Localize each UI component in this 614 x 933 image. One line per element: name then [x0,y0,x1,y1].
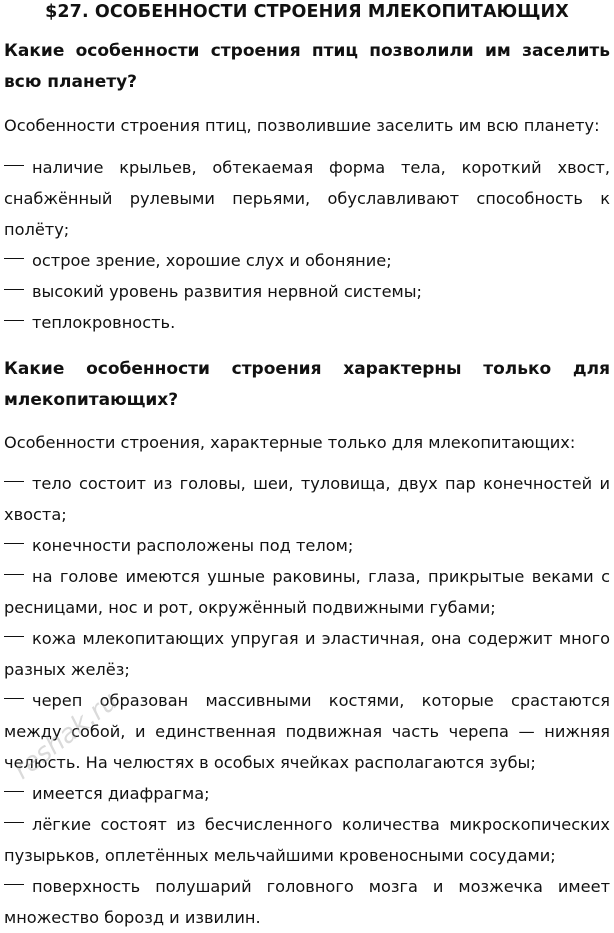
dash-icon [4,481,24,482]
dash-icon [4,698,24,699]
answer-1-list [4,152,610,338]
list-item: поверхность полушарий головного мозга и мозжечка имеет множество борозд и извилин. [4,877,610,927]
dash-icon [4,258,24,259]
dash-icon [4,574,24,575]
list-item: острое зрение, хорошие слух и обоняние; [4,245,610,276]
list-item: конечности расположены под телом; [4,530,610,561]
watermark: reshak.ru [8,686,124,786]
dash-icon [4,320,24,321]
answer-1-intro: Особенности строения птиц, позволившие заселить им всю планету: [4,116,600,135]
list-item: череп образован массивными костями, которые срастаются между собой, и единственная подвижная часть черепа — нижняя челюсть. На челюстях в особых ячейках располагаются зубы; [4,691,610,772]
dash-icon [4,165,24,166]
dash-icon [4,884,24,885]
dash-icon [4,543,24,544]
list-item: кожа млекопитающих упругая и эластичная, она содержит много разных желёз; [4,629,610,679]
question-1: Какие особенности строения птиц позволили им заселить всю планету? [4,41,610,92]
dash-icon [4,791,24,792]
dash-icon [4,822,24,823]
question-2: Какие особенности строения характерны только для млекопитающих? [4,359,610,410]
list-item: тело состоит из головы, шеи, туловища, двух пар конечностей и хвоста; [4,474,610,524]
dash-icon [4,636,24,637]
list-item: наличие крыльев, обтекаемая форма тела, короткий хвост, снабжённый рулевыми перьями, обуславливают способность к полёту; [4,158,610,239]
list-item: имеется диафрагма; [4,778,610,809]
list-item: на голове имеются ушные раковины, глаза, прикрытые веками с ресницами, нос и рот, окружённый подвижными губами; [4,567,610,617]
page-title: $27. ОСОБЕННОСТИ СТРОЕНИЯ МЛЕКОПИТАЮЩИХ [45,2,569,22]
answer-2-list [4,468,610,933]
list-item: лёгкие состоят из бесчисленного количества микроскопических пузырьков, оплетённых мельчайшими кровеносными сосудами; [4,815,610,865]
list-item: высокий уровень развития нервной системы; [4,276,610,307]
list-item: теплокровность. [4,307,610,338]
dash-icon [4,289,24,290]
answer-2-intro: Особенности строения, характерные только для млекопитающих: [4,433,576,452]
